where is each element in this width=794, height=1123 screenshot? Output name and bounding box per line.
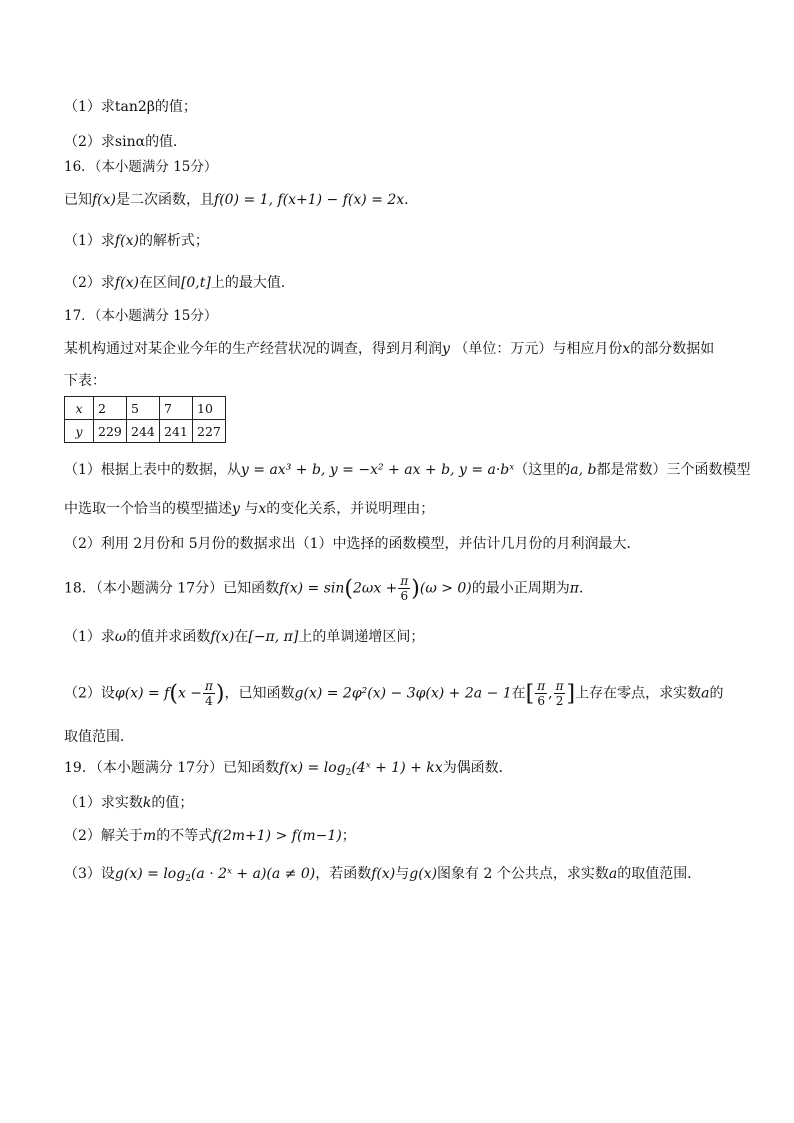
q16-stem-text-a: 已知 xyxy=(64,192,92,208)
q18-part2-phi: φ(x) = f xyxy=(114,685,170,702)
table-cell: 241 xyxy=(160,420,193,443)
q19-part1 xyxy=(64,793,193,813)
q18-part1 xyxy=(64,627,424,647)
q17-part1-line2-c: 的变化关系，并说明理由； xyxy=(266,501,435,517)
q19-part2-inequality: f(2m+1) > f(m−1) xyxy=(212,828,342,844)
q18-pi-over-6-b xyxy=(535,679,547,708)
q17-part1-models: y = ax³ + b, y = −x² + ax + b, y = a·bˣ xyxy=(240,462,515,478)
q19-part3-a-var: a xyxy=(608,866,618,882)
q17-part1-line2-a: 中选取一个恰当的模型描述 xyxy=(64,501,232,517)
q18-part1-fx: f(x) xyxy=(210,629,235,645)
q17-part1-line2-y: y xyxy=(232,501,240,517)
q16-stem-condition: f(0) = 1, f(x+1) − f(x) = 2x xyxy=(214,192,405,208)
fraction-numerator: π xyxy=(555,679,564,693)
q18-pi-over-4 xyxy=(203,679,215,708)
q18-pi-over-2 xyxy=(554,679,566,708)
q18-condition: (ω > 0) xyxy=(419,580,472,597)
table-cell: 7 xyxy=(160,397,193,420)
q18-part2-close-bracket: ] xyxy=(566,681,576,707)
q17-part1-ab: a, b xyxy=(570,462,597,478)
q19-part1-suffix: 的值； xyxy=(151,795,194,811)
q17-stem-x: x xyxy=(622,341,631,357)
q17-stem-y: y xyxy=(442,341,450,357)
q16-part2-interval: [0,t] xyxy=(180,275,211,291)
q15-part1-prefix: （1）求 xyxy=(64,99,115,115)
q16-stem-text-b: 是二次函数，且 xyxy=(116,192,215,208)
q17-stem-text-a: 某机构通过对某企业今年的生产经营状况的调查，得到月利润 xyxy=(64,341,442,357)
q16-part1-suffix: 的解析式； xyxy=(138,233,209,249)
table-cell: 10 xyxy=(193,397,226,420)
q17-stem-text-c: 的部分数据如 xyxy=(630,341,715,357)
q19-part2-m: m xyxy=(142,828,157,844)
q18-part2-text-e: 的 xyxy=(709,685,724,702)
q19-log-base: 2 xyxy=(345,768,352,778)
q19-part3-text-d: 图象有 2 个公共点，求实数 xyxy=(437,866,609,882)
fraction-denominator: 4 xyxy=(205,694,213,708)
table-cell: 244 xyxy=(127,420,160,443)
q18-pi-over-6 xyxy=(398,574,410,603)
q19-header xyxy=(64,758,513,778)
q19-part1-k: k xyxy=(142,795,152,811)
q18-part2-text-c: 在 xyxy=(511,685,526,702)
q18-part2-arg: x − xyxy=(177,685,203,702)
q16-part1-prefix: （1）求 xyxy=(64,233,115,249)
q19-part3-g: g(x) = log xyxy=(114,866,186,882)
q19-arg: (4ˣ + 1) + kx xyxy=(351,760,443,776)
q19-part3-log-base: 2 xyxy=(185,874,191,884)
q18-inner-arg: 2ωx + xyxy=(353,580,398,597)
q18-period: π xyxy=(569,580,579,597)
q16-stem-fx: f(x) xyxy=(92,192,117,208)
q16-stem xyxy=(64,190,418,210)
table-cell: 2 xyxy=(94,397,127,420)
q18-header-end: ． xyxy=(578,580,593,597)
q15-part2 xyxy=(64,132,187,152)
q18-part2-g: g(x) = 2φ²(x) − 3φ(x) + 2a − 1 xyxy=(294,685,512,702)
q19-part3-fx: f(x) xyxy=(371,866,396,882)
q19-part3-suffix: 的取值范围． xyxy=(617,866,702,882)
q18-part2-open-paren: ( xyxy=(169,681,178,707)
q15-part2-suffix: 的值． xyxy=(145,134,188,150)
q19-part1-prefix: （1）求实数 xyxy=(64,795,143,811)
q18-header xyxy=(64,574,593,603)
q16-part1-fx: f(x) xyxy=(114,233,139,249)
q18-part2-open-bracket: [ xyxy=(525,681,535,707)
q18-part1-interval: [−π, π] xyxy=(248,629,299,645)
table-cell: 227 xyxy=(193,420,226,443)
q19-part3 xyxy=(64,864,701,884)
q17-part1-line2-b: 与 xyxy=(244,501,259,517)
q19-part3-prefix: （3）设 xyxy=(64,866,115,882)
q17-part1-text-b: （这里的 xyxy=(514,462,571,478)
q19-part2-suffix: ； xyxy=(341,828,356,844)
q16-header: 16．（本小题满分 15分） xyxy=(64,159,218,175)
q17-part2: （2）利用 2月份和 5月份的数据求出（1）中选择的函数模型，并估计几月份的月利润最大． xyxy=(64,536,641,552)
q18-header-text-a: 18．（本小题满分 17分）已知函数 xyxy=(64,580,280,597)
q17-part1-prefix: （1）根据上表中的数据，从 xyxy=(64,462,241,478)
q19-part2-prefix: （2）解关于 xyxy=(64,828,143,844)
q18-part2-close-paren: ) xyxy=(215,681,225,707)
q18-part1-suffix: 上的单调递增区间； xyxy=(298,629,425,645)
q19-fx: f(x) = log xyxy=(279,760,346,776)
q17-stem-line1 xyxy=(64,339,714,359)
q18-part2-text-d: 上存在零点，求实数 xyxy=(575,685,702,702)
table-row-y xyxy=(65,420,226,443)
q19-part3-text-b: ，若函数 xyxy=(315,866,372,882)
table-header-y: y xyxy=(65,420,94,443)
q15-part1-suffix: 的值； xyxy=(154,99,197,115)
q17-stem-line2: 下表： xyxy=(64,373,106,389)
table-header-x: x xyxy=(65,397,94,420)
q15-part2-math: sinα xyxy=(114,134,146,150)
q18-part1-omega: ω xyxy=(114,629,127,645)
q19-header-text-a: 19．（本小题满分 17分）已知函数 xyxy=(64,760,280,776)
q17-header: 17．（本小题满分 15分） xyxy=(64,308,218,324)
fraction-numerator: π xyxy=(400,574,409,588)
table-cell: 229 xyxy=(94,420,127,443)
q18-open-paren: ( xyxy=(344,576,353,602)
q18-fx: f(x) = sin xyxy=(279,580,345,597)
q18-part1-text-c: 在 xyxy=(234,629,249,645)
q18-part2-line2: 取值范围． xyxy=(64,729,134,745)
table-cell: 5 xyxy=(127,397,160,420)
q16-part1 xyxy=(64,231,209,251)
q16-stem-end: ． xyxy=(404,192,419,208)
q17-data-table xyxy=(64,396,226,443)
q17-part1-line1 xyxy=(64,460,750,480)
q18-close-paren: ) xyxy=(411,576,420,602)
q17-part1-line2 xyxy=(64,499,434,519)
q17-part1-line2-x: x xyxy=(258,501,267,517)
table-row-x xyxy=(65,397,226,420)
q16-part2-suffix: 上的最大值． xyxy=(210,275,295,291)
q18-header-text-b: 的最小正周期为 xyxy=(471,580,570,597)
q16-part2-prefix: （2）求 xyxy=(64,275,115,291)
fraction-denominator: 6 xyxy=(400,589,409,603)
q16-part2 xyxy=(64,273,295,293)
q15-part1 xyxy=(64,97,197,117)
fraction-denominator: 6 xyxy=(537,694,546,708)
fraction-numerator: π xyxy=(537,679,546,693)
q18-part1-prefix: （1）求 xyxy=(64,629,115,645)
fraction-denominator: 2 xyxy=(555,694,564,708)
q18-part2-a-var: a xyxy=(701,685,710,702)
q15-part1-math: tan2β xyxy=(114,99,155,115)
q18-part2-text-b: ，已知函数 xyxy=(224,685,295,702)
q15-part2-prefix: （2）求 xyxy=(64,134,115,150)
fraction-numerator: π xyxy=(205,679,213,693)
q19-part3-text-c: 与 xyxy=(395,866,410,882)
q19-header-text-b: 为偶函数． xyxy=(442,760,513,776)
q19-part3-gx: g(x) xyxy=(409,866,438,882)
q19-part2-text-b: 的不等式 xyxy=(156,828,213,844)
q18-part1-text-b: 的值并求函数 xyxy=(126,629,211,645)
q17-part1-text-c: 都是常数）三个函数模型 xyxy=(596,462,751,478)
q17-stem-text-b: （单位：万元）与相应月份 xyxy=(454,341,623,357)
q16-part2-text: 在区间 xyxy=(138,275,181,291)
q18-part2-line1: （2）设φ(x) = f(x − $\frac{\pi}{4}$ )，已知函数g(x) = 2φ²(x) − 3φ(x) + 2a − 1在[ $\frac{\pi}{6}$ , $\frac{\pi}{2}$ ]上存在零点，求实数a的 xyxy=(64,679,724,708)
q16-part2-fx: f(x) xyxy=(114,275,139,291)
q19-part3-arg: (a · 2ˣ + a)(a ≠ 0) xyxy=(190,866,316,882)
q18-part2-prefix: （2）设 xyxy=(64,685,115,702)
q19-part2 xyxy=(64,826,356,846)
